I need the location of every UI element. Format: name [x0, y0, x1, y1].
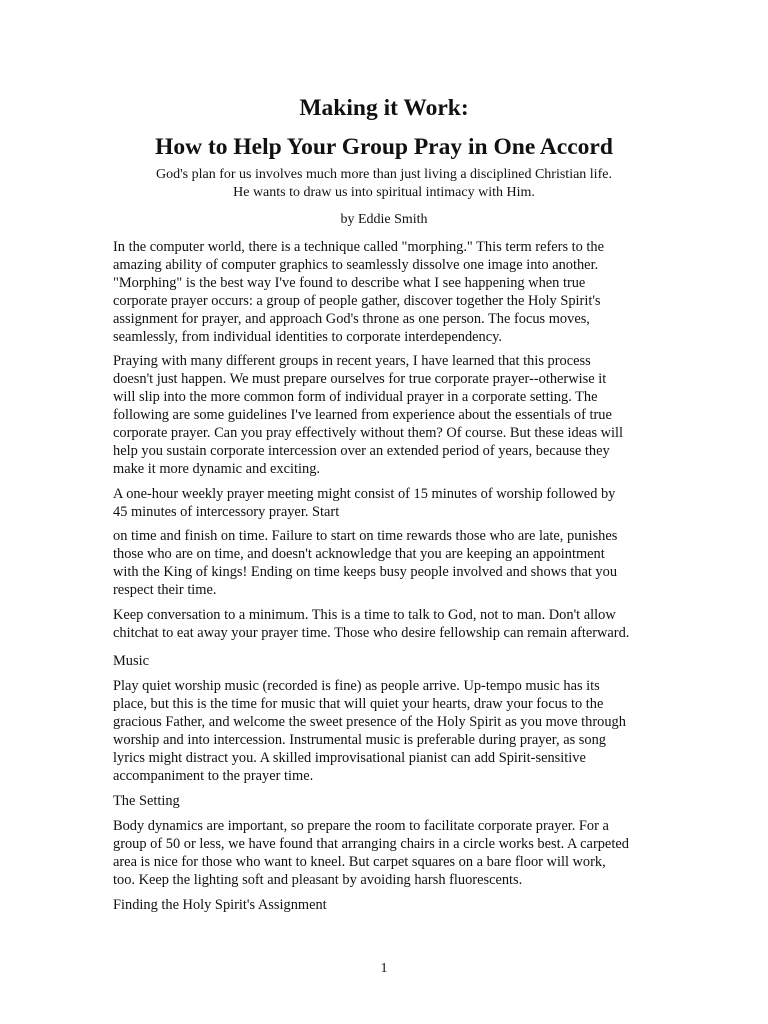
body-line: 45 minutes of intercessory prayer. Start: [113, 504, 340, 520]
body-line: lyrics might distract you. A skilled improvisational pianist can add Spirit-sensitive: [113, 750, 586, 766]
title-line-2: How to Help Your Group Pray in One Accord: [155, 134, 613, 160]
body-line: chitchat to eat away your prayer time. Those who desire fellowship can remain afterward.: [113, 625, 630, 641]
body-line: too. Keep the lighting soft and pleasant by avoiding harsh fluorescents.: [113, 872, 523, 888]
byline: by Eddie Smith: [340, 212, 428, 227]
body-line: The Setting: [113, 793, 180, 809]
body-line: group of 50 or less, we have found that arranging chairs in a circle works best. A carpeted: [113, 836, 629, 852]
body-line: corporate prayer occurs: a group of people gather, discover together the Holy Spirit's: [113, 293, 601, 309]
body-line: worship and into intercession. Instrumental music is preferable during prayer, as song: [113, 732, 606, 748]
body-line: accompaniment to the prayer time.: [113, 768, 314, 784]
body-line: respect their time.: [113, 582, 217, 598]
body-line: Praying with many different groups in recent years, I have learned that this process: [113, 353, 591, 369]
body-line: following are some guidelines I've learned from experience about the essentials of true: [113, 407, 612, 423]
body-line: those who are on time, and doesn't acknowledge that you are keeping an appointment: [113, 546, 605, 562]
body-line: gracious Father, and welcome the sweet presence of the Holy Spirit as you move through: [113, 714, 626, 730]
body-line: doesn't just happen. We must prepare ourselves for true corporate prayer--otherwise it: [113, 371, 607, 387]
body-line: A one-hour weekly prayer meeting might consist of 15 minutes of worship followed by: [113, 486, 616, 502]
body-line: "Morphing" is the best way I've found to describe what I see happening when true: [113, 275, 586, 291]
body-line: Finding the Holy Spirit's Assignment: [113, 897, 327, 913]
subtitle-line-1: God's plan for us involves much more than just living a disciplined Christian life.: [156, 167, 612, 182]
subtitle: [0, 166, 768, 202]
body-line: amazing ability of computer graphics to seamlessly dissolve one image into another.: [113, 257, 599, 273]
body-line: In the computer world, there is a technique called "morphing." This term refers to the: [113, 239, 605, 255]
body-line: help you sustain corporate intercession over an extended period of years, because they: [113, 443, 610, 459]
body-line: corporate prayer. Can you pray effectively without them? Of course. But these ideas will: [113, 425, 624, 441]
body-line: assignment for prayer, and approach God's throne as one person. The focus moves,: [113, 311, 590, 327]
body-line: seamlessly, from individual identities to corporate interdependency.: [113, 329, 502, 345]
subtitle-line-2: He wants to draw us into spiritual intimacy with Him.: [233, 185, 535, 200]
body-line: Play quiet worship music (recorded is fine) as people arrive. Up-tempo music has its: [113, 678, 600, 694]
body-line: Music: [113, 653, 149, 669]
page-number: 1: [380, 961, 388, 976]
body-line: area is nice for those who want to kneel. But carpet squares on a bare floor will work,: [113, 854, 606, 870]
body-line: Keep conversation to a minimum. This is a time to talk to God, not to man. Don't allow: [113, 607, 616, 623]
body-line: make it more dynamic and exciting.: [113, 461, 320, 477]
title-line-1: Making it Work:: [299, 95, 469, 121]
body-line: Body dynamics are important, so prepare the room to facilitate corporate prayer. For a: [113, 818, 609, 834]
body-line: with the King of kings! Ending on time keeps busy people involved and shows that you: [113, 564, 618, 580]
body-line: place, but this is the time for music that will quiet your hearts, draw your focus to the: [113, 696, 604, 712]
body-line: on time and finish on time. Failure to start on time rewards those who are late, punishes: [113, 528, 618, 544]
body-line: will slip into the more common form of individual prayer in a corporate setting. The: [113, 389, 598, 405]
